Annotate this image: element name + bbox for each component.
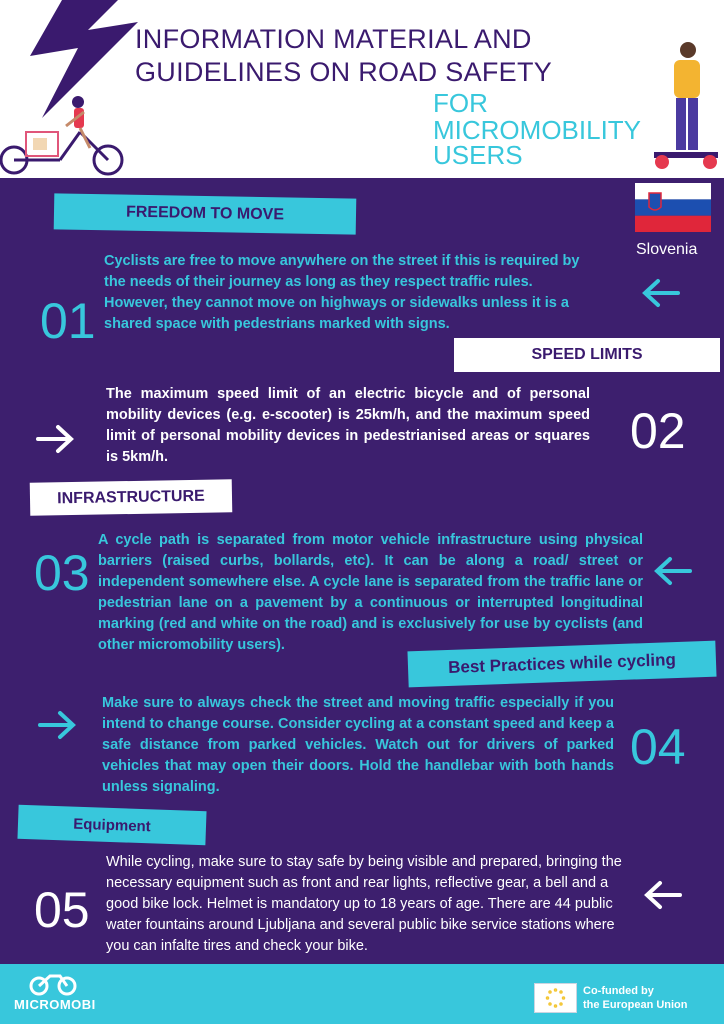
title-line-2: GUIDELINES ON ROAD SAFETY bbox=[135, 57, 553, 87]
section-01-arrow-left-icon bbox=[640, 278, 680, 308]
eu-flag-icon bbox=[534, 983, 577, 1013]
section-02-title: SPEED LIMITS bbox=[454, 338, 720, 372]
section-01-text: Cyclists are free to move anywhere on the street if this is required by the needs of their journey as long as they respect traffic rules. However, they cannot move on highways or sidewalks unless it is a shared space with pedestrians marked with signs. bbox=[104, 253, 580, 332]
section-02-arrow-right-icon bbox=[36, 424, 76, 454]
section-03-arrow-left-icon bbox=[652, 556, 692, 586]
subtitle-line-1: FOR bbox=[433, 88, 488, 118]
footer bbox=[0, 964, 724, 1024]
section-02-number: 02 bbox=[630, 403, 686, 459]
section-04-number: 04 bbox=[630, 719, 686, 775]
micromobi-bike-logo-icon bbox=[28, 972, 78, 996]
section-04-title: Best Practices while cycling bbox=[407, 641, 716, 688]
section-03-title: INFRASTRUCTURE bbox=[30, 479, 233, 516]
section-04-text: Make sure to always check the street and moving traffic especially if you intend to change course. Consider cycling at a constant speed and keep a safe distance from parked vehicles. Watch out for drivers of parked vehicles that may open their doors. Hold the handlebar with both hands unless signaling. bbox=[102, 695, 614, 795]
section-03-text: A cycle path is separated from motor vehicle infrastructure using physical barriers (raised curbs, bollards, etc). It can be along a road/ street or independent somewhere else. A cycle lane is separated from the traffic lane or pedestrian lane on a pavement by a continuous or interrupted longitudinal marking (red and white on the road) and is exclusively for use by cyclists (and other micromobility users). bbox=[98, 532, 643, 653]
eu-line-1: Co-funded by bbox=[583, 985, 654, 997]
scooter-rider-illustration bbox=[640, 40, 724, 178]
subtitle-line-3: USERS bbox=[433, 140, 523, 170]
section-05-text: While cycling, make sure to stay safe by being visible and prepared, bringing the necessary equipment such as front and rear lights, reflective gear, a bell and a good bike lock. Helmet is mandatory up to 18 years of age. There are 44 public water fountains around Ljubljana and several public bike service stations where you can infalte tires and check your bike. bbox=[106, 854, 622, 954]
eu-cofunded-text bbox=[583, 984, 688, 1012]
cargo-bike-illustration bbox=[0, 92, 130, 178]
section-05-title: Equipment bbox=[17, 805, 206, 846]
slovenia-flag-icon bbox=[635, 183, 711, 232]
section-05-arrow-left-icon bbox=[642, 880, 682, 910]
section-02-text: The maximum speed limit of an electric bicycle and of personal mobility devices (e.g. e-scooter) is 25km/h, and the maximum speed limit of personal mobility devices in pedestrianised areas or squares is 5km/h. bbox=[106, 386, 590, 465]
title-line-1: INFORMATION MATERIAL AND bbox=[135, 24, 532, 54]
section-03-number: 03 bbox=[34, 545, 90, 601]
section-05-number: 05 bbox=[34, 882, 90, 938]
section-04-arrow-right-icon bbox=[38, 710, 78, 740]
section-01-title: FREEDOM TO MOVE bbox=[54, 193, 357, 234]
subtitle-line-2: MICROMOBILITY bbox=[433, 115, 642, 145]
micromobi-logo-text: MICROMOBI bbox=[14, 997, 96, 1012]
section-01-number: 01 bbox=[40, 293, 96, 349]
country-label: Slovenia bbox=[636, 241, 698, 258]
header bbox=[0, 0, 724, 178]
eu-line-2: the European Union bbox=[583, 999, 688, 1011]
